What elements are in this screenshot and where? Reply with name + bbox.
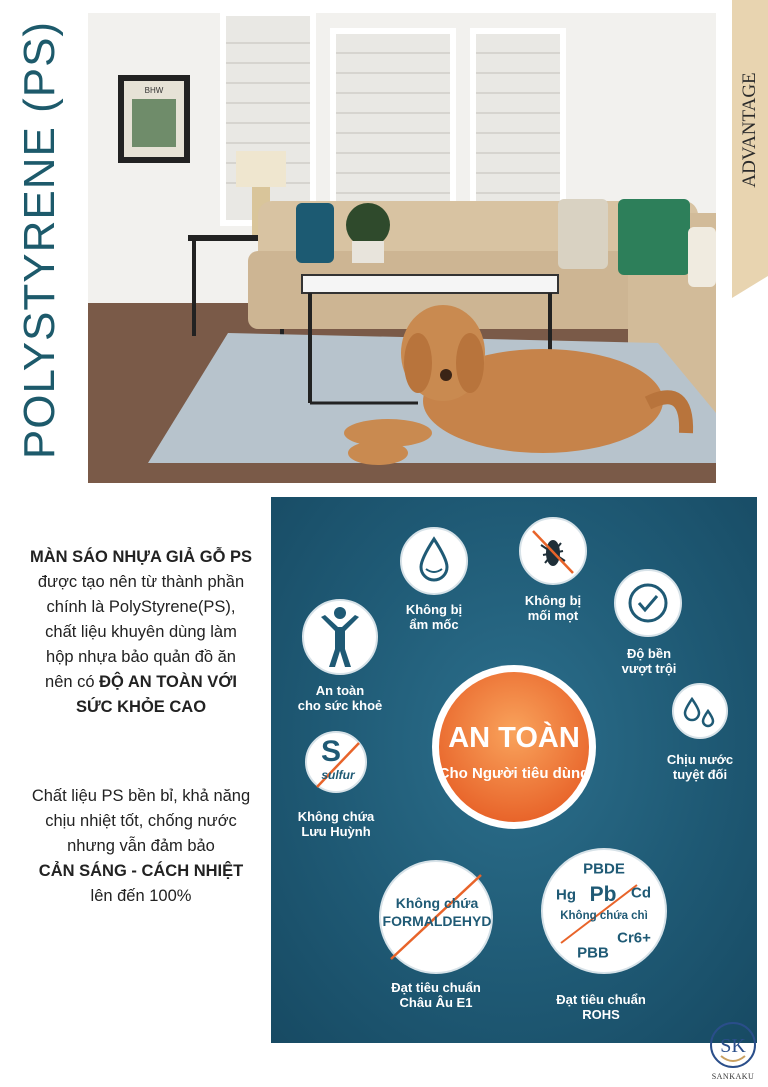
label-water: Chịu nước tuyệt đối	[666, 752, 734, 782]
rohs-pbde: PBDE	[583, 860, 625, 878]
rohs-pbb: PBB	[577, 944, 609, 962]
label-health: An toàn cho sức khoẻ	[297, 683, 383, 713]
logo-text: SANKAKU	[711, 1072, 755, 1081]
label-mold: Không bị ẩm mốc	[405, 602, 463, 632]
center-subtitle: Cho Người tiêu dùng	[438, 765, 590, 782]
rohs-cd: Cd	[631, 884, 651, 902]
rohs-cr: Cr6+	[617, 929, 651, 947]
sankaku-logo	[705, 1020, 761, 1084]
desc-line: chịu nhiệt tốt, chống nước	[45, 812, 237, 830]
page-title: POLYSTYRENE (PS)	[15, 20, 64, 460]
advantage-label: ADVANTAGE	[739, 72, 760, 188]
desc-line: hộp nhựa bảo quản đồ ăn	[46, 648, 236, 666]
desc-line: chất liệu khuyên dùng làm	[45, 623, 237, 641]
desc-line: lên đến 100%	[90, 887, 192, 905]
desc-line: nên có	[45, 673, 100, 691]
wall-picture	[118, 75, 190, 163]
label-durable: Độ bền vượt trội	[621, 646, 677, 676]
window-blinds	[223, 13, 563, 226]
living-room-photo	[88, 13, 716, 483]
logo-monogram: SK	[720, 1035, 746, 1057]
desc-bold: CẢN SÁNG - CÁCH NHIỆT	[38, 862, 244, 880]
safety-infographic	[271, 497, 757, 1043]
rohs-hg: Hg	[556, 886, 576, 904]
center-title: AN TOÀN	[448, 722, 580, 754]
sulfur-word: sulfur	[321, 768, 355, 782]
description-paragraph-1	[14, 545, 268, 720]
label-termite: Không bị mối mọt	[524, 593, 582, 623]
formaldehyde-line2: FORMALDEHYD	[382, 913, 492, 929]
vertical-title	[0, 20, 80, 460]
desc-line: chính là PolyStyrene(PS),	[46, 598, 236, 616]
desc-line: Chất liệu PS bền bỉ, khả năng	[31, 787, 251, 805]
label-sulfur: Không chứa Lưu Huỳnh	[297, 809, 375, 839]
formaldehyde-line1: Không chứa	[395, 895, 479, 911]
frame-text: BHW	[144, 86, 164, 95]
desc-bold: SỨC KHỎE CAO	[75, 698, 207, 716]
durable-icon-circle	[615, 570, 681, 636]
rohs-lead: Không chứa chì	[560, 910, 648, 922]
desc-line: nhưng vẫn đảm bảo	[67, 837, 215, 855]
water-icon-circle	[673, 684, 727, 738]
sulfur-letter: S	[320, 735, 342, 768]
advantage-tab	[732, 0, 768, 276]
desc-line: được tạo nên từ thành phần	[37, 573, 245, 591]
label-rohs: Đạt tiêu chuẩn ROHS	[556, 992, 646, 1022]
desc-bold-title: MÀN SÁO NHỰA GIẢ GỖ PS	[29, 548, 253, 566]
rohs-pb: Pb	[589, 883, 617, 906]
description-paragraph-2	[14, 784, 268, 909]
label-e1: Đạt tiêu chuẩn Châu Âu E1	[391, 980, 481, 1010]
desc-bold: ĐỘ AN TOÀN VỚI	[99, 673, 237, 691]
